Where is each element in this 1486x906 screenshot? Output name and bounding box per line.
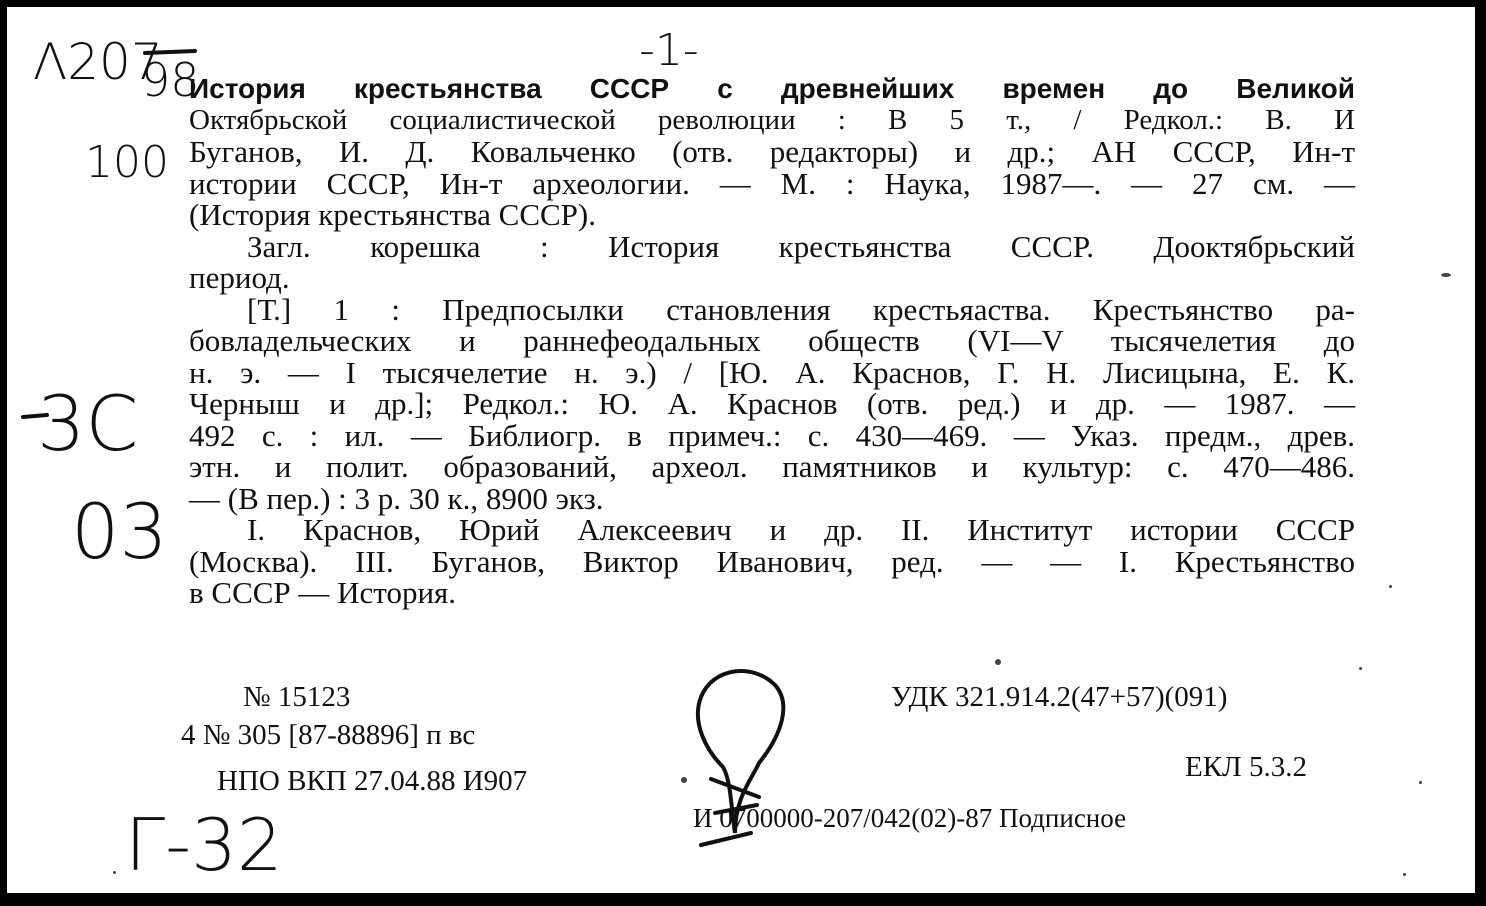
record-line: в СССР — История. xyxy=(189,575,457,610)
handwritten-code-1: 3C xyxy=(37,379,139,468)
record-line: (Москва). III. Буганов, Виктор Иванович, ред. — — I. Крестьянство xyxy=(189,543,1355,579)
handwritten-call-number: Λ207 xyxy=(33,33,163,91)
handwritten-page-mark: -1- xyxy=(639,25,699,76)
record-line: бовладельческих и раннефеодальных обществ (VI—V тысячелетия до xyxy=(189,323,1355,358)
order-number: 4 № 305 [87-88896] п вс xyxy=(181,719,476,751)
scan-speck xyxy=(1419,781,1422,784)
title-line-2: Октябрьской социалистической революции : В 5 т., / Редкол.: В. И xyxy=(189,103,1355,136)
title-line-1: История крестьянства СССР с древнейших времен до Великой xyxy=(189,73,1355,104)
index-line: И 0700000-207/042(02)-87 Подписное xyxy=(693,803,1127,833)
scan-speck xyxy=(1403,873,1406,876)
record-line: н. э. — I тысячелетие н. э.) / [Ю. А. Краснов, Г. Н. Лисицына, Е. К. xyxy=(189,354,1355,390)
card-number: № 15123 xyxy=(243,681,351,713)
scan-speck xyxy=(681,777,687,783)
handwritten-fraction-top: 98 xyxy=(141,53,200,107)
scan-speck xyxy=(1441,273,1451,277)
tracings-line: I. Краснов, Юрий Алексеевич и др. II. Институт истории СССР xyxy=(247,512,1355,547)
record-line: Черныш и др.]; Редкол.: Ю. А. Краснов (отв. ред.) и др. — 1987. — xyxy=(189,386,1355,421)
scan-speck xyxy=(1389,585,1392,588)
ekl-code: ЕКЛ 5.3.2 xyxy=(1185,751,1307,783)
npo-line: НПО ВКП 27.04.88 И907 xyxy=(217,765,528,797)
scan-speck xyxy=(1359,667,1362,670)
record-line: (История крестьянства СССР). xyxy=(189,197,596,232)
handwritten-code-2: 03 xyxy=(71,487,168,576)
scan-speck xyxy=(113,871,116,874)
handwritten-shelf-mark: Г-32 xyxy=(125,803,283,887)
catalog-card xyxy=(4,4,1478,896)
record-line: период. xyxy=(189,260,290,295)
volume-line: [Т.] 1 : Предпосылки становления крестьяаства. Крестьянство ра- xyxy=(247,291,1355,327)
bibliographic-record xyxy=(189,73,1355,609)
record-line: этн. и полит. образований, археол. памятников и культур: с. 470—486. xyxy=(189,449,1355,484)
record-line: истории СССР, Ин-т археологии. — М. : Наука, 1987—. — 27 см. — xyxy=(189,165,1355,201)
scan-speck xyxy=(995,659,1001,665)
record-line: Буганов, И. Д. Ковальченко (отв. редакторы) и др.; АН СССР, Ин-т xyxy=(189,134,1355,169)
spine-title-line: Загл. корешка : История крестьянства СССР. Дооктябрьский xyxy=(247,228,1355,264)
record-line: 492 с. : ил. — Библиогр. в примеч.: с. 430—469. — Указ. предм., древ. xyxy=(189,417,1355,453)
record-line: — (В пер.) : 3 р. 30 к., 8900 экз. xyxy=(189,480,604,516)
udk-code: УДК 321.914.2(47+57)(091) xyxy=(891,681,1228,713)
handwritten-fraction-bottom: 100 xyxy=(85,137,169,188)
